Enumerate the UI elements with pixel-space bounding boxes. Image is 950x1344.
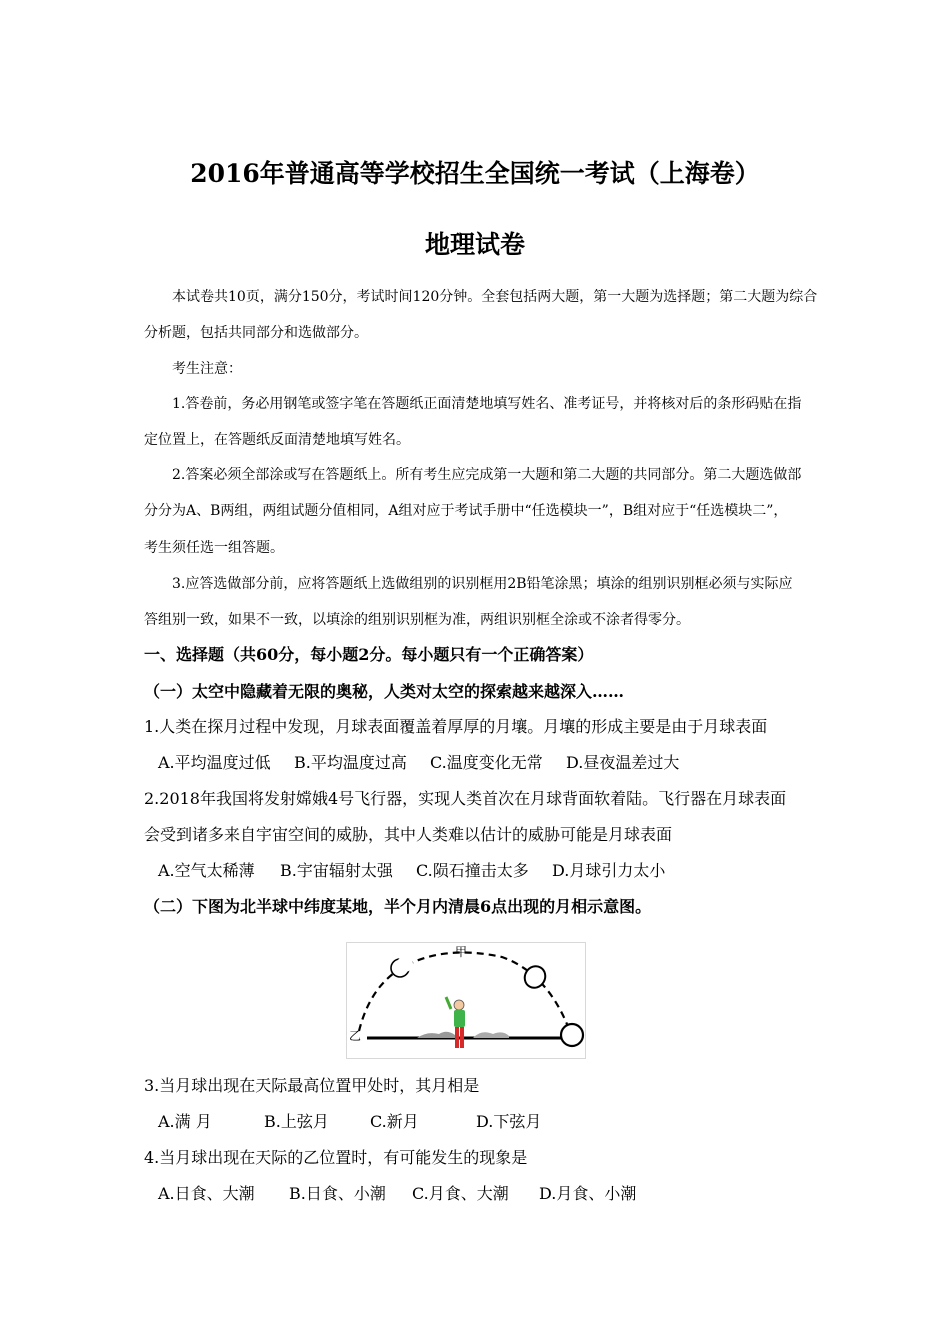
moon-phase-figure <box>346 942 586 1059</box>
observer-person-icon <box>446 997 465 1048</box>
label-yi: 乙 <box>349 1029 362 1043</box>
exam-title: 2016年普通高等学校招生全国统一考试（上海卷） <box>190 159 760 188</box>
note-3-line-2: 答组别一致，如果不一致，以填涂的组别识别框为准，两组识别框全涂或不涂者得零分。 <box>144 612 690 628</box>
question-3-options <box>158 1109 541 1132</box>
question-2-stem-line-2: 会受到诸多来自宇宙空间的威胁，其中人类难以估计的威胁可能是月球表面 <box>144 825 673 844</box>
note-2-line-2: 分分为A、B两组，两组试题分值相同，A组对应于考试手册中“任选模块一”，B组对应于“任选模块二”， <box>144 503 788 519</box>
note-3-line-1: 3.应答选做部分前，应将答题纸上选做组别的识别框用2B铅笔涂黑；填涂的组别识别框必须与实际应 <box>172 576 793 592</box>
terrain-left <box>417 1032 455 1038</box>
q3-option-b: B.上弦月 <box>264 1112 329 1131</box>
intro-line-2: 分析题，包括共同部分和选做部分。 <box>144 325 368 341</box>
q4-option-a: A.日食、大潮 <box>158 1184 255 1203</box>
question-2-stem-line-1: 2.2018年我国将发射嫦娥4号飞行器，实现人类首次在月球背面软着陆。飞行器在月球表面 <box>144 789 787 808</box>
question-3-stem: 3.当月球出现在天际最高位置甲处时，其月相是 <box>144 1076 480 1095</box>
q2-option-b: B.宇宙辐射太强 <box>280 861 393 880</box>
question-4-stem: 4.当月球出现在天际的乙位置时，有可能发生的现象是 <box>144 1148 528 1167</box>
q1-option-c: C.温度变化无常 <box>430 753 543 772</box>
q1-option-b: B.平均温度过高 <box>294 753 407 772</box>
q2-option-d: D.月球引力太小 <box>552 861 666 880</box>
group-2-heading: （二）下图为北半球中纬度某地，半个月内清晨6点出现的月相示意图。 <box>144 897 652 916</box>
question-1-stem: 1.人类在探月过程中发现，月球表面覆盖着厚厚的月壤。月壤的形成主要是由于月球表面 <box>144 717 768 736</box>
terrain-right <box>473 1032 509 1038</box>
q3-option-d: D.下弦月 <box>476 1112 542 1131</box>
moon-horizon-icon <box>561 1024 583 1046</box>
q1-option-a: A.平均温度过低 <box>158 753 271 772</box>
note-2-line-3: 考生须任选一组答题。 <box>144 540 284 556</box>
question-2-options <box>158 858 665 881</box>
label-jia: 甲 <box>455 945 468 959</box>
section-1-heading: 一、选择题（共60分，每小题2分。每小题只有一个正确答案） <box>144 645 594 664</box>
q2-option-c: C.陨石撞击太多 <box>416 861 529 880</box>
notice-label: 考生注意： <box>172 361 242 377</box>
crescent-moon-icon <box>391 956 413 977</box>
question-1-options <box>158 750 679 773</box>
q3-option-a: A.满 月 <box>158 1112 212 1131</box>
q1-option-d: D.昼夜温差过大 <box>566 753 680 772</box>
q3-option-c: C.新月 <box>370 1112 419 1131</box>
note-1-line-2: 定位置上，在答题纸反面清楚地填写姓名。 <box>144 432 410 448</box>
group-1-heading: （一）太空中隐藏着无限的奥秘，人类对太空的探索越来越深入…… <box>144 682 625 701</box>
note-2-line-1: 2.答案必须全部涂或写在答题纸上。所有考生应完成第一大题和第二大题的共同部分。第二大题选做部 <box>172 467 802 483</box>
exam-subtitle: 地理试卷 <box>424 230 525 259</box>
q4-option-d: D.月食、小潮 <box>539 1184 637 1203</box>
q2-option-a: A.空气太稀薄 <box>158 861 255 880</box>
q4-option-b: B.日食、小潮 <box>289 1184 386 1203</box>
intro-line-1: 本试卷共10页，满分150分，考试时间120分钟。全套包括两大题，第一大题为选择题；第二大题为综合 <box>172 289 818 305</box>
question-4-options <box>158 1181 636 1204</box>
moon-phase-diagram <box>347 943 585 1058</box>
q4-option-c: C.月食、大潮 <box>412 1184 509 1203</box>
note-1-line-1: 1.答卷前，务必用钢笔或签字笔在答题纸正面清楚地填写姓名、准考证号，并将核对后的条形码贴在指 <box>172 396 802 412</box>
